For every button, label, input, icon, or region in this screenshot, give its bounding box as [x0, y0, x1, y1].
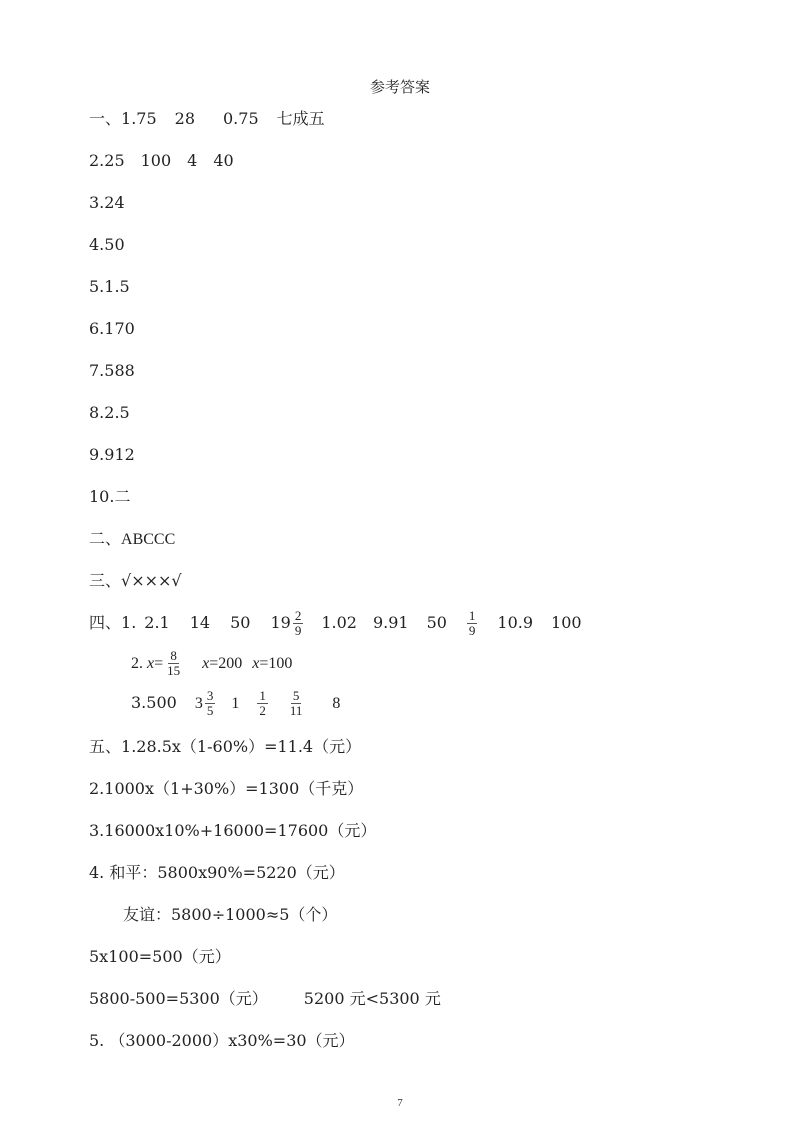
answer: 500	[146, 693, 177, 712]
answer: 2.1	[144, 613, 170, 632]
section-prefix: 一、	[89, 109, 122, 128]
answer-line-1-2	[89, 151, 234, 171]
answer: 100	[551, 613, 582, 632]
question-number: 1.	[121, 613, 137, 632]
answer: 4	[187, 151, 198, 170]
page-number: 7	[397, 1097, 403, 1109]
question-number: 3.	[131, 693, 147, 712]
answer: 100	[140, 151, 172, 170]
answer-line-4-2: 2. x= $\frac{8}{15}$ x=200 x=100	[131, 648, 293, 678]
answer: 5800-500=5300（元）	[89, 989, 268, 1008]
answer-line-1-6: 6.170	[89, 319, 135, 338]
fraction: $\frac{8}{15}$	[167, 648, 181, 678]
answer-line-5-4-1: 4. 和平：5800x90%=5220（元）	[89, 863, 345, 882]
answer-line-1-7: 7.588	[89, 361, 135, 380]
answer-line-1-1	[89, 109, 325, 129]
answer: 75	[136, 109, 157, 128]
answer: 0.75	[223, 109, 259, 128]
answer-line-1-10: 10.二	[89, 487, 131, 506]
answer: √×××√	[121, 571, 182, 590]
answer: 28	[174, 109, 195, 128]
answer-line-5-3: 3.16000x10%+16000=17600（元）	[89, 821, 377, 840]
answer: 七成五	[276, 109, 325, 128]
section-prefix: 三、	[89, 571, 122, 590]
answer: 10.9	[497, 613, 534, 632]
fraction: $\frac{2}{9}$	[294, 608, 302, 638]
section-prefix: 四、	[89, 613, 122, 632]
answer-line-1-8: 8.2.5	[89, 403, 130, 422]
answer: 1.28.5x（1-60%）=11.4（元）	[121, 737, 362, 756]
fraction: $\frac{1}{9}$	[468, 608, 476, 638]
answer-line-5-4-4	[89, 989, 441, 1009]
question-number: 2.	[131, 655, 143, 672]
answer: ABCCC	[121, 531, 176, 548]
answer-line-3	[89, 571, 182, 591]
answer-line-5-2: 2.1000x（1+30%）=1300（千克）	[89, 779, 364, 798]
section-prefix: 二、	[89, 529, 122, 548]
fraction: $\frac{1}{2}$	[259, 688, 266, 718]
fraction: $\frac{3}{5}$	[206, 688, 214, 718]
question-number: 1.	[121, 109, 137, 128]
answer-line-5-4-3: 5x100=500（元）	[89, 947, 231, 966]
answer: 50	[230, 613, 251, 632]
section-prefix: 五、	[89, 737, 122, 756]
question-number: 2.	[89, 151, 105, 170]
answer-line-1-3: 3.24	[89, 193, 125, 212]
answer: 14	[189, 613, 211, 632]
answer-line-4-3: 3.500 3 $\frac{3}{5}$ 1 $\frac{1}{2}$ $\frac{5}{11}$ 8	[131, 688, 341, 718]
answer: 25	[104, 151, 125, 170]
answer-line-4-1	[89, 608, 582, 638]
answer: 19	[270, 613, 291, 632]
fraction: $\frac{5}{11}$	[289, 688, 303, 718]
answer: 50	[426, 613, 447, 632]
answer-line-5-4-2: 友谊：5800÷1000≈5（个）	[123, 905, 338, 924]
page-title: 参考答案	[369, 78, 430, 96]
answer-line-1-5: 5.1.5	[89, 277, 130, 296]
answer: 40	[213, 151, 234, 170]
answer: 1.02	[321, 613, 357, 632]
comparison: 5200 元<5300 元	[303, 989, 441, 1008]
answer-line-5-5: 5. （3000-2000）x30%=30（元）	[89, 1031, 355, 1050]
answer: 9.91	[372, 613, 409, 632]
answer-line-1-9: 9.912	[89, 445, 135, 464]
answer-line-1-4: 4.50	[89, 235, 125, 254]
answer-line-2	[89, 529, 175, 550]
answer-line-5-1	[89, 737, 361, 757]
